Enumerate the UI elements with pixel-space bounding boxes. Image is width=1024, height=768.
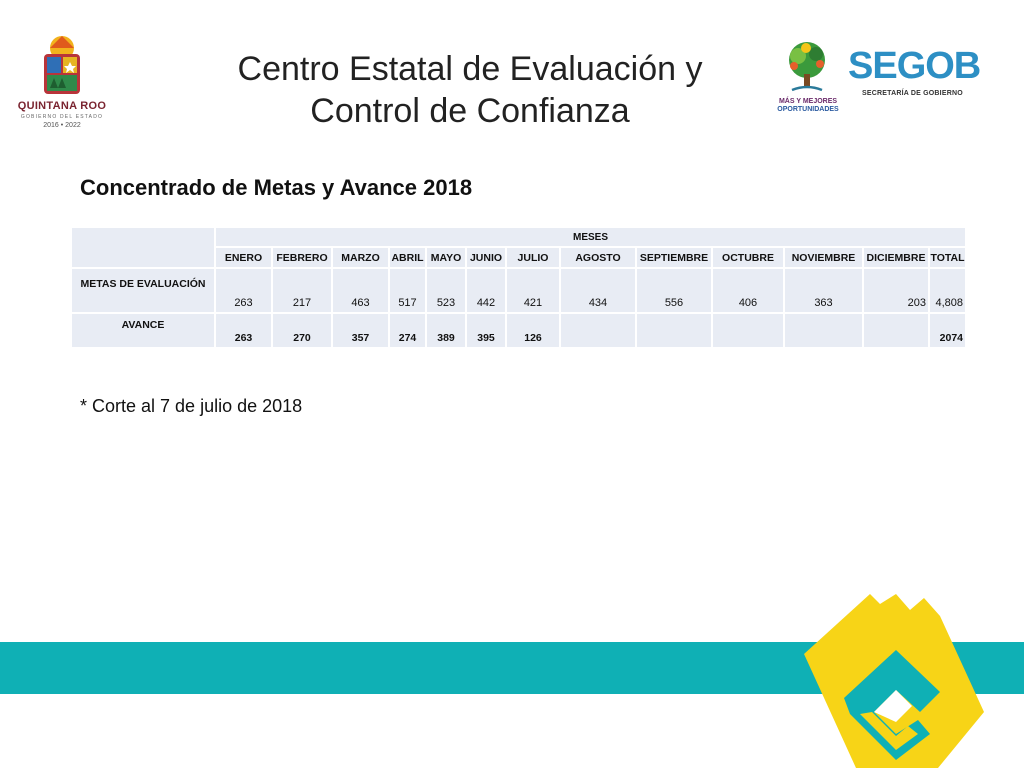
table-cell: 389	[427, 314, 467, 349]
table-cell: 263	[216, 269, 273, 314]
table-cell: 203	[864, 269, 930, 314]
months-group-header: MESES	[216, 228, 967, 248]
segob-wordmark: SEGOB	[848, 45, 981, 87]
cutoff-note: * Corte al 7 de julio de 2018	[80, 396, 303, 416]
tree-caption-1: MÁS Y MEJORES	[778, 98, 838, 105]
month-header: ABRIL	[390, 248, 427, 269]
month-header: AGOSTO	[561, 248, 637, 269]
table-cell: 442	[467, 269, 507, 314]
table-cell: 126	[507, 314, 561, 349]
table-cell: 263	[216, 314, 273, 349]
table-cell: 517	[390, 269, 427, 314]
month-header: JULIO	[507, 248, 561, 269]
tree-icon	[776, 40, 838, 96]
month-header: OCTUBRE	[713, 248, 785, 269]
page-title	[190, 48, 750, 132]
table-cell: 434	[561, 269, 637, 314]
table-cell: 421	[507, 269, 561, 314]
logo-years: 2016 • 2022	[43, 122, 81, 129]
month-header: SEPTIEMBRE	[637, 248, 713, 269]
title-line-1: Centro Estatal de Evaluación y	[237, 50, 703, 88]
table-cell: 556	[637, 269, 713, 314]
table-cell: 406	[713, 269, 785, 314]
table-cell: 217	[273, 269, 333, 314]
segob-subtitle: SECRETARÍA DE GOBIERNO	[862, 90, 963, 97]
table-cell	[785, 314, 864, 349]
table-cell	[561, 314, 637, 349]
table-corner-cell	[72, 228, 216, 269]
table-row	[72, 269, 967, 314]
logo-name: QUINTANA ROO	[17, 100, 107, 112]
table-cell: 395	[467, 314, 507, 349]
row-label-metas: METAS DE EVALUACIÓN	[72, 269, 216, 314]
table-row	[72, 314, 967, 349]
table-cell	[713, 314, 785, 349]
month-header: JUNIO	[467, 248, 507, 269]
shield-icon	[16, 34, 108, 100]
total-cell: 4,808	[930, 269, 967, 314]
table-cell: 463	[333, 269, 390, 314]
tree-caption-2: OPORTUNIDADES	[777, 106, 839, 113]
table-cell: 274	[390, 314, 427, 349]
table-cell: 523	[427, 269, 467, 314]
title-line-2: Control de Confianza	[310, 92, 630, 130]
table-cell	[864, 314, 930, 349]
total-cell: 2074	[930, 314, 967, 349]
goals-table	[72, 228, 967, 349]
table-cell: 357	[333, 314, 390, 349]
table-cell: 363	[785, 269, 864, 314]
row-label-avance: AVANCE	[72, 314, 216, 349]
month-header: NOVIEMBRE	[785, 248, 864, 269]
table-header-row-group	[72, 228, 967, 248]
logo-subtext: GOBIERNO DEL ESTADO	[20, 114, 104, 120]
month-header: DICIEMBRE	[864, 248, 930, 269]
section-heading: Concentrado de Metas y Avance 2018	[80, 175, 473, 200]
month-header: MAYO	[427, 248, 467, 269]
total-header: TOTAL	[930, 248, 967, 269]
corner-glyph-icon	[800, 594, 990, 768]
table-cell	[637, 314, 713, 349]
segob-logo	[776, 40, 981, 120]
month-header: FEBRERO	[273, 248, 333, 269]
month-header: MARZO	[333, 248, 390, 269]
table-cell: 270	[273, 314, 333, 349]
month-header: ENERO	[216, 248, 273, 269]
quintana-roo-logo	[16, 34, 108, 134]
